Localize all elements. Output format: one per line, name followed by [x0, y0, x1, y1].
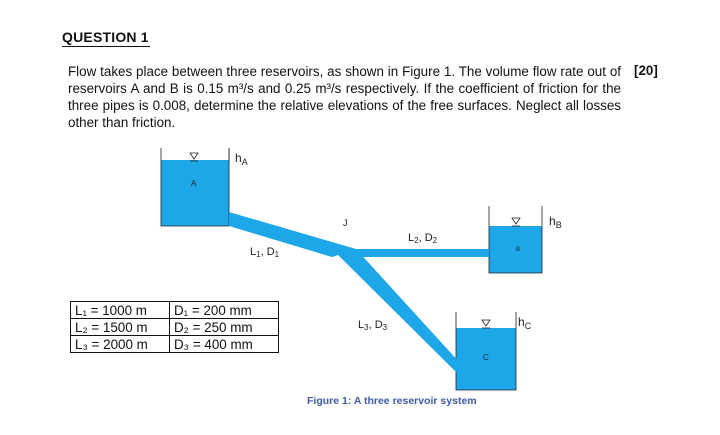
- reservoir-b-surface-marker-icon: [512, 218, 520, 224]
- table-cell: L₂ = 1500 m: [71, 319, 170, 336]
- reservoir-b-head-label: $h_B$: [549, 214, 562, 230]
- question-body: Flow takes place between three reservoirs, as shown in Figure 1. The volume flow rate out of reservoirs A and B is 0.15 m³/s and 0.25 m³/s respectively. If the coefficient of friction for the three pipes is 0.008, determine the relative elevations of the free surfaces. Neglect all losses other than friction.: [68, 64, 621, 130]
- pipe-3: [332, 249, 460, 372]
- reservoir-a-surface-marker-icon: [190, 153, 198, 159]
- pipe-2: [356, 249, 489, 257]
- pipe-3-label: L3, D3: [358, 319, 388, 332]
- table-row: [71, 336, 279, 353]
- junction-label: J: [343, 218, 348, 228]
- table-cell: D₂ = 250 mm: [170, 319, 279, 336]
- figure-caption: Figure 1: A three reservoir system: [307, 395, 477, 407]
- pipe-spec-table: [70, 301, 279, 353]
- reservoir-b-label: B: [516, 247, 521, 253]
- reservoir-c-head-label: $h_C$: [518, 315, 532, 331]
- table-cell: D₁ = 200 mm: [170, 302, 279, 319]
- table-cell: D₃ = 400 mm: [170, 336, 279, 353]
- question-marks: [20]: [634, 63, 658, 78]
- question-heading: QUESTION 1: [62, 29, 149, 45]
- table-cell: L₃ = 2000 m: [71, 336, 170, 353]
- pipe-1-label: L1, D1: [250, 246, 280, 259]
- reservoir-c-label: C: [483, 353, 489, 362]
- table-row: [71, 302, 279, 319]
- reservoir-a-label: A: [191, 179, 197, 188]
- reservoir-a-water: [161, 160, 229, 226]
- pipe-2-label: L2, D2: [408, 232, 438, 245]
- reservoir-a-head-label: $h_A$: [235, 151, 248, 167]
- table-row: [71, 319, 279, 336]
- reservoir-c-surface-marker-icon: [482, 320, 490, 326]
- table-cell: L₁ = 1000 m: [71, 302, 170, 319]
